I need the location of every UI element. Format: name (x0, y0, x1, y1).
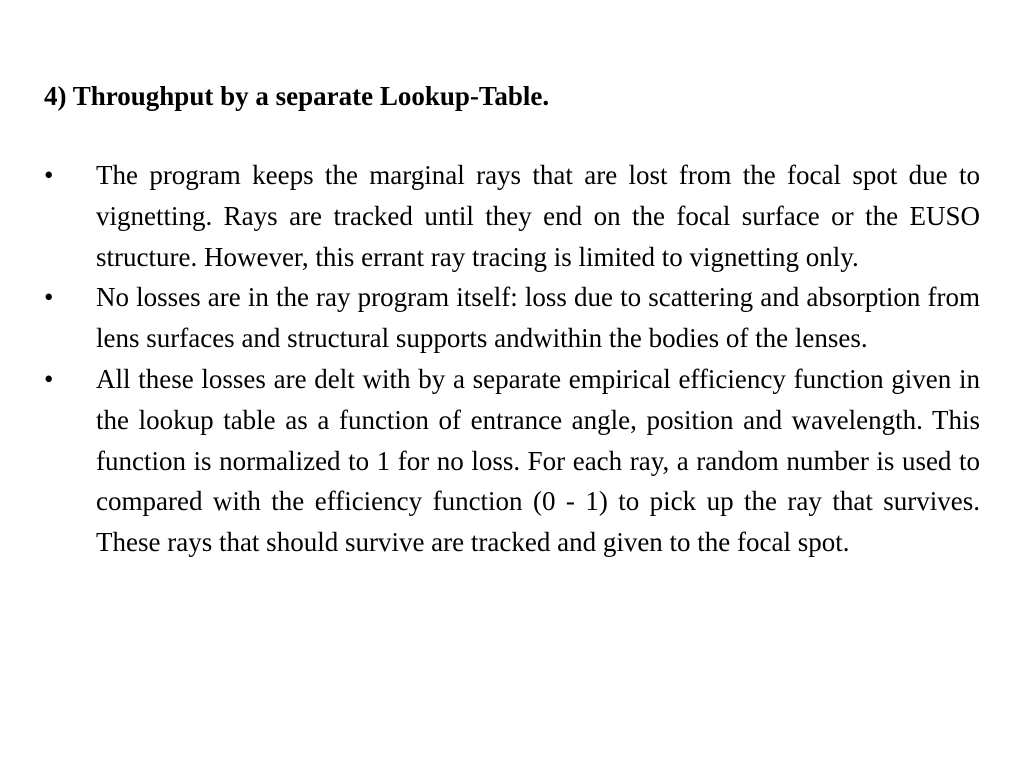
bullet-text: The program keeps the marginal rays that are lost from the focal spot due to vignetting. Rays are tracked until they end on the focal surface or the EUSO structure. However, this errant ray tracing is limited to vignetting only. (96, 160, 980, 272)
bullet-icon: • (44, 282, 54, 313)
bullet-item-efficiency (44, 359, 980, 563)
bullet-item-vignetting (44, 155, 980, 277)
bullet-list (44, 155, 980, 563)
slide-title: 4) Throughput by a separate Lookup-Table. (44, 81, 550, 111)
bullet-item-losses (44, 277, 980, 359)
bullet-text: All these losses are delt with by a separate empirical efficiency function given in the lookup table as a function of entrance angle, position and wavelength. This function is normalized to 1 for no loss. For each ray, a random number is used to compared with the efficiency function (0 - 1) to pick up the ray that survives. These rays that should survive are tracked and given to the focal spot. (96, 363, 980, 558)
bullet-text: No losses are in the ray program itself: loss due to scattering and absorption from lens surfaces and structural supports andwithin the bodies of the lenses. (96, 282, 980, 354)
bullet-icon: • (44, 160, 54, 190)
bullet-icon: • (44, 363, 54, 394)
